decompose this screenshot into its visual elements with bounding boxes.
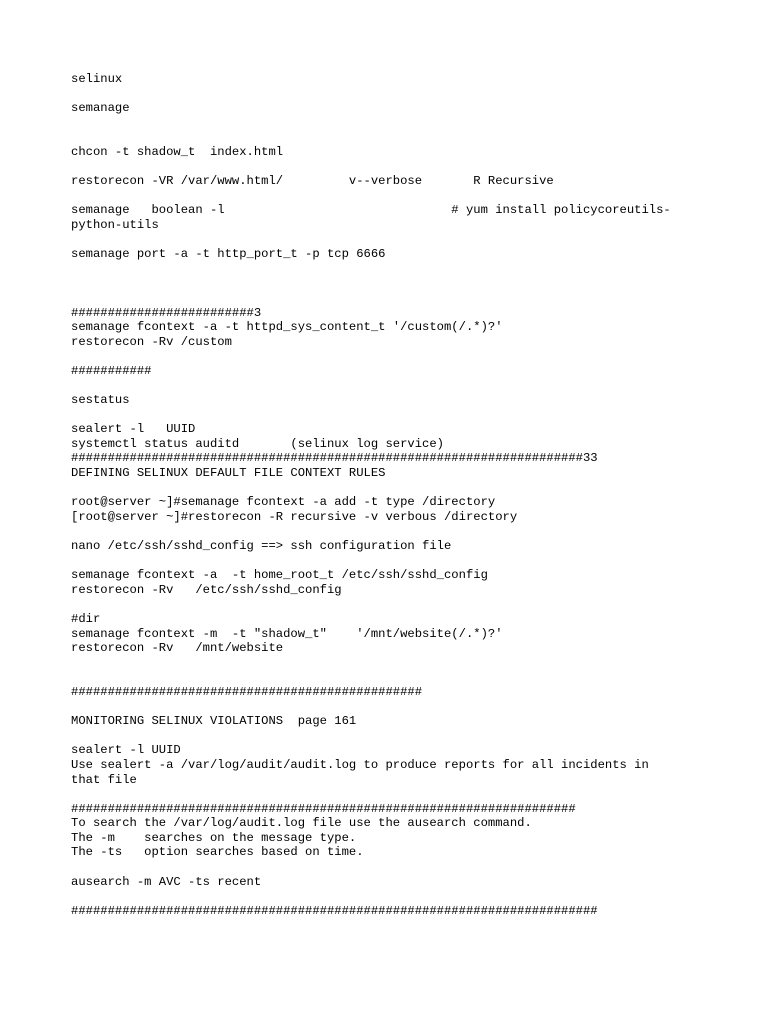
- blank-line: [71, 481, 711, 496]
- blank-line: [71, 670, 711, 685]
- blank-line: [71, 378, 711, 393]
- blank-line: [71, 130, 711, 145]
- blank-line: [71, 656, 711, 671]
- blank-line: [71, 189, 711, 204]
- text-line: semanage: [71, 101, 130, 116]
- text-line: python-utils: [71, 217, 159, 232]
- text-line: [root@server ~]#restorecon -R recursive -v verbous /directory: [71, 509, 518, 524]
- text-line: ########################################################################: [71, 903, 598, 918]
- blank-line: [71, 349, 711, 364]
- text-line: ausearch -m AVC -ts recent: [71, 874, 262, 889]
- blank-line: [71, 597, 711, 612]
- text-line: restorecon -Rv /etc/ssh/sshd_config: [71, 582, 342, 597]
- text-line: semanage boolean -l # yum install policycoreutils-: [71, 203, 671, 218]
- blank-line: [71, 116, 711, 131]
- text-line: To search the /var/log/audit.log file use the ausearch command.: [71, 816, 532, 831]
- text-line: chcon -t shadow_t index.html: [71, 144, 284, 159]
- text-line: Use sealert -a /var/log/audit/audit.log to produce reports for all incidents in: [71, 757, 649, 772]
- text-line: ######################################################################33: [71, 451, 598, 466]
- text-line: that file: [71, 772, 137, 787]
- blank-line: [71, 87, 711, 102]
- text-line: semanage fcontext -m -t "shadow_t" '/mnt/website(/.*)?': [71, 626, 503, 641]
- text-line: #########################3: [71, 305, 262, 320]
- text-line: sealert -l UUID: [71, 743, 181, 758]
- text-line: systemctl status auditd (selinux log service): [71, 436, 444, 451]
- text-line: root@server ~]#semanage fcontext -a add -t type /directory: [71, 495, 496, 510]
- text-line: sestatus: [71, 393, 130, 408]
- text-line: semanage fcontext -a -t home_root_t /etc/ssh/sshd_config: [71, 568, 488, 583]
- text-line: ################################################: [71, 684, 423, 699]
- text-line: DEFINING SELINUX DEFAULT FILE CONTEXT RULES: [71, 466, 386, 481]
- text-line: #####################################################################: [71, 801, 576, 816]
- text-line: MONITORING SELINUX VIOLATIONS page 161: [71, 714, 357, 729]
- blank-line: [71, 276, 711, 291]
- blank-line: [71, 160, 711, 175]
- text-line: #dir: [71, 611, 101, 626]
- text-line: ###########: [71, 363, 152, 378]
- text-line: semanage fcontext -a -t httpd_sys_content_t '/custom(/.*)?': [71, 320, 503, 335]
- text-line: restorecon -Rv /mnt/website: [71, 641, 284, 656]
- blank-line: [71, 729, 711, 744]
- text-line: selinux: [71, 72, 123, 86]
- blank-line: [71, 233, 711, 248]
- text-line: semanage port -a -t http_port_t -p tcp 6666: [71, 247, 386, 262]
- blank-line: [71, 889, 711, 904]
- text-line: restorecon -Rv /custom: [71, 334, 232, 349]
- text-line: sealert -l UUID: [71, 422, 196, 437]
- text-line: nano /etc/ssh/sshd_config ==> ssh configuration file: [71, 539, 452, 553]
- blank-line: [71, 408, 711, 423]
- blank-line: [71, 787, 711, 802]
- blank-line: [71, 291, 711, 306]
- blank-line: [71, 524, 711, 539]
- text-line: The -m searches on the message type.: [71, 830, 357, 845]
- blank-line: [71, 554, 711, 569]
- blank-line: [71, 700, 711, 715]
- document-body: [71, 72, 711, 918]
- blank-line: [71, 262, 711, 277]
- text-line: restorecon -VR /var/www.html/ v--verbose R Recursive: [71, 174, 554, 189]
- text-line: The -ts option searches based on time.: [71, 845, 364, 860]
- blank-line: [71, 860, 711, 875]
